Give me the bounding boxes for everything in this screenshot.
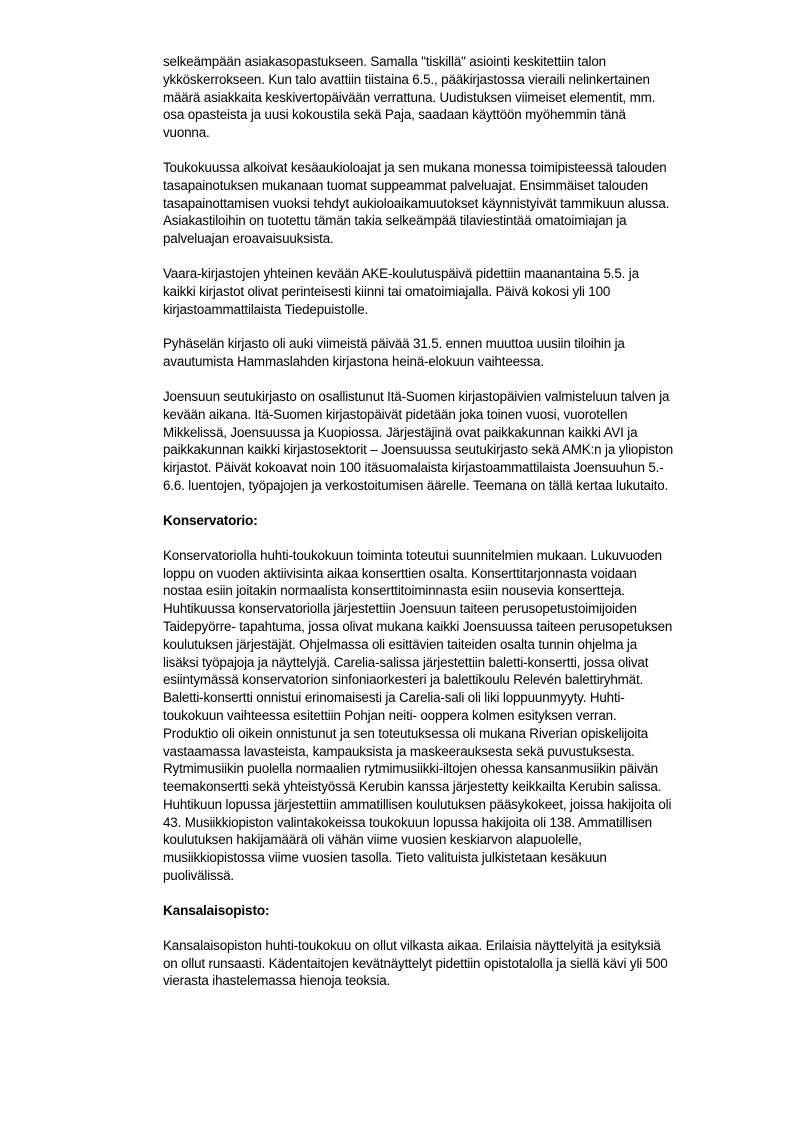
text-line: ykköskerrokseen. Kun talo avattiin tiistaina 6.5., pääkirjastossa vieraili nelinkertainen [163, 71, 650, 87]
text-line: koulutuksen hakijamäärä oli vähän viime vuosien keskiarvon alapuolelle, [163, 832, 582, 848]
text-line: kaikki kirjastot olivat perinteisesti kiinni tai omatoimiajalla. Päivä kokosi yli 100 [163, 283, 611, 299]
text-line: loppu on vuoden aktiivisinta aikaa konserttien osalta. Konserttitarjonnasta voidaan [163, 565, 637, 581]
text-line: 43. Musiikkiopiston valintakokeissa toukokuun lopussa hakijoita oli 138. Ammatillisen [163, 814, 652, 830]
text-line: paikkakunnan kaikki kirjastosektorit – Joensuussa seutukirjasto sekä AMK:n ja yliopiston [163, 442, 674, 458]
text-line: 6.6. luentojen, työpajojen ja verkostoitumisen äärelle. Teemana on tällä kertaa lukutaito. [163, 477, 669, 493]
text-line: palveluajan eroavaisuuksista. [163, 231, 334, 247]
text-line: Huhtikuun lopussa järjestettiin ammatillisen koulutuksen pääsykokeet, joissa hakijoita oli [163, 796, 672, 812]
text-line: Rytmimusiikin puolella normaalien rytmimusiikki-iltojen ohessa kansanmusiikin päivän [163, 761, 658, 777]
paragraph [163, 388, 763, 495]
text-line: Baletti-konsertti onnistui erinomaisesti ja Carelia-sali oli liki loppuunmyyty. Huhti- [163, 690, 625, 706]
text-line: vierasta ihastelemassa hienoja teoksia. [163, 973, 391, 989]
text-line: Pyhäselän kirjasto oli auki viimeistä päivää 31.5. ennen muuttoa uusiin tiloihin ja [163, 336, 625, 352]
paragraph [163, 53, 763, 142]
text-line: lisäksi työpajoja ja näyttelyjä. Carelia-salissa järjestettiin baletti-konsertti, jossa olivat [163, 654, 649, 670]
document-page [163, 53, 763, 1007]
text-line: kevään aikana. Itä-Suomen kirjastopäivät pidetään joka toinen vuosi, vuorotellen [163, 406, 628, 422]
paragraph [163, 547, 763, 885]
text-line: teemakonsertti sekä yhteistyössä Kerubin kanssa järjestetty keikkailta Kerubin salissa. [163, 779, 662, 795]
paragraph [163, 265, 763, 318]
text-line: kirjastot. Päivät kokoavat noin 100 itäsuomalaista kirjastoammattilaista Joensuuhun 5.- [163, 460, 664, 476]
text-line: Joensuun seutukirjasto on osallistunut Itä-Suomen kirjastopäivien valmisteluun talven ja [163, 388, 670, 404]
text-line: Toukokuussa alkoivat kesäaukioloajat ja sen mukana monessa toimipisteessä talouden [163, 159, 667, 175]
paragraph [163, 937, 763, 990]
text-line: vuonna. [163, 125, 210, 141]
text-line: osa opasteista ja uusi kokoustila sekä Paja, saadaan käyttöön myöhemmin tänä [163, 107, 626, 123]
text-line: määrä asiakkaita keskivertopäivään verrattuna. Uudistuksen viimeiset elementit, mm. [163, 89, 656, 105]
paragraph [163, 335, 763, 371]
text-line: Vaara-kirjastojen yhteinen kevään AKE-koulutuspäivä pidettiin maanantaina 5.5. ja [163, 265, 639, 281]
text-line: Huhtikuussa konservatoriolla järjestettiin Joensuun taiteen perusopetustoimijoiden [163, 601, 637, 617]
text-line: tasapainottamisen vuoksi tehdyt aukioloaikamuutokset käynnistyivät tammikuun alussa. [163, 195, 670, 211]
text-line: Produktio oli oikein onnistunut ja sen toteutuksessa oli mukana Riverian opiskelijoita [163, 725, 649, 741]
text-line: Kansalaisopiston huhti-toukokuu on ollut vilkasta aikaa. Erilaisia näyttelyitä ja esityksiä [163, 937, 661, 953]
text-line: Konservatoriolla huhti-toukokuun toiminta toteutui suunnitelmien mukaan. Lukuvuoden [163, 547, 662, 563]
text-line: kirjastoammattilaista Tiedepuistolle. [163, 301, 369, 317]
text-line: musiikkiopistossa viime vuosien tasolla. Tieto valituista julkistetaan kesäkuun [163, 850, 607, 866]
text-line: tasapainotuksen mukanaan tuomat suppeammat palveluajat. Ensimmäiset talouden [163, 177, 649, 193]
text-line: koulutuksen järjestäjät. Ohjelmassa oli esittävien taiteiden osalta tunnin ohjelma ja [163, 636, 638, 652]
text-line: toukokuun vaihteessa esitettiin Pohjan neiti- ooppera kolmen esityksen verran. [163, 707, 617, 723]
text-line: selkeämpään asiakasopastukseen. Samalla "tiskillä" asiointi keskitettiin talon [163, 54, 606, 69]
text-line: esiintymässä konservatorion sinfoniaorkesteri ja balettikoulu Relevén balettiryhmät. [163, 672, 644, 688]
text-line: avautumista Hammaslahden kirjastona heinä-elokuun vaihteessa. [163, 354, 544, 370]
text-line: Asiakastiloihin on tuotettu tämän takia selkeämpää tilaviestintää omatoimiajan ja [163, 213, 627, 229]
text-line: Mikkelissä, Joensuussa ja Kuopiossa. Järjestäjinä ovat paikkakunnan kaikki AVI ja [163, 424, 638, 440]
text-line: Taidepyörre- tapahtuma, jossa olivat mukana kaikki Joensuussa taiteen perusopetuksen [163, 618, 673, 634]
text-line: on ollut runsaasti. Kädentaitojen kevätnäyttelyt pidettiin opistotalolla ja siellä kävi yli 500 [163, 955, 668, 971]
section-heading: Kansalaisopisto: [163, 902, 270, 918]
text-line: vastaamassa lavasteista, kampauksista ja maskeerauksesta sekä puvustuksesta. [163, 743, 635, 759]
section-heading: Konservatorio: [163, 512, 258, 528]
text-line: nostaa esiin joitakin normaalista konserttitoiminnasta esiin nousevia konsertteja. [163, 583, 625, 599]
text-line: puolivälissä. [163, 868, 234, 884]
paragraph [163, 159, 763, 248]
